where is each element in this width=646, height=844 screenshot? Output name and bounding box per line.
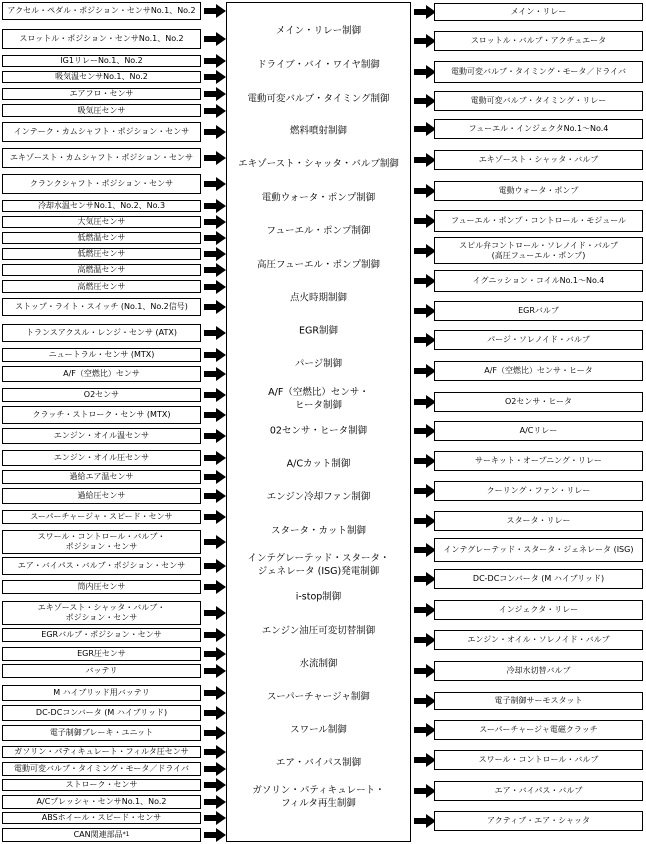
output-box xyxy=(434,720,643,740)
input-arrow-icon xyxy=(204,535,226,549)
output-label: フューエル・インジェクタNo.1〜No.4 xyxy=(468,124,609,133)
input-arrow-icon xyxy=(204,231,226,245)
input-label: ストローク・センサ xyxy=(65,780,138,789)
output-arrow-icon xyxy=(414,484,436,498)
input-box xyxy=(2,264,201,276)
output-box xyxy=(434,392,643,412)
output-label: スーパーチャージャ電磁クラッチ xyxy=(479,725,598,734)
input-label: EGR圧センサ xyxy=(77,649,126,658)
input-label: エンジン・オイル温センサ xyxy=(53,431,150,440)
input-arrow-icon xyxy=(204,70,226,84)
input-arrow-icon xyxy=(204,811,226,825)
output-arrow-icon xyxy=(414,543,436,557)
output-label: アクティブ・エア・シャッタ xyxy=(487,816,590,825)
input-label: 電子制御ブレーキ・ユニット xyxy=(49,728,154,737)
input-box xyxy=(2,470,201,484)
input-label: エキゾースト・シャッタ・バルブ・ ポジション・センサ xyxy=(37,603,166,622)
input-box xyxy=(2,530,201,554)
output-label: インテグレーテッド・スタータ・ジェネレータ (ISG) xyxy=(443,545,634,554)
input-label: ガソリン・パティキュレート・フィルタ圧センサ xyxy=(14,747,189,756)
control-function-label: 電動可変バルブ・タイミング制御 xyxy=(247,93,390,105)
output-label: クーリング・ファン・リレー xyxy=(486,486,591,495)
output-label: スピル弁コントロール・ソレノイド・バルブ (高圧フューエル・ポンプ) xyxy=(459,240,618,260)
output-arrow-icon xyxy=(414,753,436,767)
output-label: メイン・リレー xyxy=(510,7,567,16)
input-arrow-icon xyxy=(204,706,226,720)
input-label: クラッチ・ストローク・センサ (MTX) xyxy=(32,410,171,419)
input-arrow-icon xyxy=(204,795,226,809)
output-arrow-icon xyxy=(414,274,436,288)
input-label: アクセル・ペダル・ポジション・センサNo.1、No.2 xyxy=(7,6,196,15)
input-box xyxy=(2,55,201,67)
input-box xyxy=(2,628,201,642)
output-label: エンジン・オイル・ソレノイド・バルブ xyxy=(467,635,610,644)
input-arrow-icon xyxy=(204,451,226,465)
control-function-label: エキゾースト・シャッタ・バルブ制御 xyxy=(238,158,399,170)
output-box xyxy=(434,661,643,681)
input-box xyxy=(2,828,201,842)
input-box xyxy=(2,280,201,293)
input-arrow-icon xyxy=(204,664,226,678)
output-arrow-icon xyxy=(414,454,436,468)
control-function-label: スワール制御 xyxy=(290,724,347,736)
output-box xyxy=(434,750,643,770)
control-function-label: ドライブ・バイ・ワイヤ制御 xyxy=(257,59,380,71)
input-box xyxy=(2,510,201,524)
input-label: 吸気圧センサ xyxy=(77,105,126,115)
output-box xyxy=(434,781,643,801)
control-function-label: i-stop制御 xyxy=(295,591,342,603)
input-arrow-icon xyxy=(204,177,226,191)
input-label: M ハイブリッド用バッテリ xyxy=(53,688,150,697)
input-arrow-icon xyxy=(204,470,226,484)
input-arrow-icon xyxy=(204,762,226,776)
input-box xyxy=(2,298,201,316)
output-label: O2センサ・ヒータ xyxy=(504,397,573,406)
output-arrow-icon xyxy=(414,34,436,48)
input-label: O2センサ xyxy=(83,390,120,399)
input-arrow-icon xyxy=(204,510,226,524)
output-label: エキゾースト・シャッタ・バルブ xyxy=(478,155,599,164)
output-label: パージ・ソレノイド・バルブ xyxy=(487,335,590,344)
output-box xyxy=(434,330,643,350)
output-label: EGRバルブ xyxy=(518,306,559,315)
input-arrow-icon xyxy=(204,4,226,18)
output-label: A/Cリレー xyxy=(519,426,558,435)
input-label: ABSホイール・スピード・センサ xyxy=(41,813,162,822)
input-box xyxy=(2,580,201,594)
pcm-control-functions-box xyxy=(226,2,411,842)
control-function-label: パージ制御 xyxy=(294,358,343,370)
input-label: 過給エア温センサ xyxy=(69,472,134,481)
input-box xyxy=(2,348,201,362)
input-box xyxy=(2,71,201,83)
input-box xyxy=(2,705,201,721)
output-label: スロットル・バルブ・アクチュエータ xyxy=(470,36,607,45)
output-label: インジェクタ・リレー xyxy=(498,605,579,614)
output-arrow-icon xyxy=(414,723,436,737)
input-box xyxy=(2,148,201,168)
input-label: A/Cプレッシャ・センサNo.1、No.2 xyxy=(36,797,167,806)
output-label: DC-DCコンバータ (M ハイブリッド) xyxy=(472,574,605,583)
input-arrow-icon xyxy=(204,828,226,842)
output-box xyxy=(434,61,643,83)
output-box xyxy=(434,569,643,589)
control-function-label: EGR制御 xyxy=(299,325,338,337)
output-label: 電子制御サーモスタット xyxy=(494,696,583,705)
input-arrow-icon xyxy=(204,429,226,443)
input-arrow-icon xyxy=(204,215,226,229)
output-label: 電動可変バルブ・タイミング・モータ／ドライバ xyxy=(451,67,626,76)
input-arrow-icon xyxy=(204,559,226,573)
input-arrow-icon xyxy=(204,280,226,294)
output-box xyxy=(434,210,643,232)
input-label: バッテリ xyxy=(85,666,118,675)
control-function-label: エンジン冷却ファン制御 xyxy=(266,491,371,503)
input-label: ニュートラル・センサ (MTX) xyxy=(48,350,155,359)
output-box xyxy=(434,91,643,111)
output-box xyxy=(434,361,643,381)
output-label: スワール・コントロール・バルブ xyxy=(478,755,599,764)
input-arrow-icon xyxy=(204,726,226,740)
control-function-label: スーパーチャージャ制御 xyxy=(267,691,370,703)
input-label: DC-DCコンバータ (M ハイブリッド) xyxy=(35,708,168,717)
output-arrow-icon xyxy=(414,814,436,828)
input-box xyxy=(2,812,201,824)
input-box xyxy=(2,795,201,809)
output-arrow-icon xyxy=(414,424,436,438)
output-box xyxy=(434,237,643,264)
control-function-label: 02センサ・ヒータ制御 xyxy=(269,425,368,437)
input-arrow-icon xyxy=(204,32,226,46)
output-label: イグニッション・コイルNo.1〜No.4 xyxy=(472,276,605,285)
input-label: 過給圧センサ xyxy=(77,491,126,500)
input-arrow-icon xyxy=(204,125,226,139)
input-box xyxy=(2,232,201,244)
input-arrow-icon xyxy=(204,104,226,118)
control-function-label: ガソリン・パティキュレート・ フィルタ再生制御 xyxy=(252,785,385,809)
input-label: 低燃温センサ xyxy=(77,233,126,242)
output-box xyxy=(434,181,643,201)
output-box xyxy=(434,421,643,441)
input-arrow-icon xyxy=(204,326,226,340)
input-arrow-icon xyxy=(204,199,226,213)
control-function-label: A/F（空燃比）センサ・ ヒータ制御 xyxy=(268,387,369,411)
output-box xyxy=(434,630,643,650)
input-arrow-icon xyxy=(204,647,226,661)
input-arrow-icon xyxy=(204,408,226,422)
control-function-label: 高圧フューエル・ポンプ制御 xyxy=(256,259,381,271)
input-label: エアフロ・センサ xyxy=(69,89,134,98)
output-label: エア・バイパス・バルブ xyxy=(494,786,583,795)
output-box xyxy=(434,692,643,710)
output-arrow-icon xyxy=(414,122,436,136)
input-box xyxy=(2,388,201,402)
control-function-label: インテグレーテッド・スタータ・ ジェネレータ (ISG)発電制御 xyxy=(247,553,390,577)
output-arrow-icon xyxy=(414,333,436,347)
control-function-label: 電動ウォータ・ポンプ制御 xyxy=(261,192,376,204)
input-arrow-icon xyxy=(204,367,226,381)
output-label: A/F（空燃比）センサ・ヒータ xyxy=(484,366,593,375)
input-label: 電動可変バルブ・タイミング・モータ／ドライバ xyxy=(14,764,189,773)
output-label: フューエル・ポンプ・コントロール・モジュール xyxy=(450,216,627,225)
input-label: スーパーチャージャ・スピード・センサ xyxy=(30,512,173,521)
input-box xyxy=(2,104,201,117)
input-label: 低燃圧センサ xyxy=(77,249,126,258)
input-arrow-icon xyxy=(204,388,226,402)
input-label: エア・バイパス・バルブ・ポジション・センサ xyxy=(17,561,186,570)
input-box xyxy=(2,428,201,444)
input-box xyxy=(2,366,201,382)
input-box xyxy=(2,406,201,424)
input-box xyxy=(2,685,201,701)
input-box xyxy=(2,324,201,342)
input-box xyxy=(2,779,201,791)
control-function-label: フューエル・ポンプ制御 xyxy=(266,225,371,237)
output-arrow-icon xyxy=(414,94,436,108)
output-arrow-icon xyxy=(414,364,436,378)
input-label: トランスアクスル・レンジ・センサ (ATX) xyxy=(25,328,178,337)
input-box xyxy=(2,647,201,661)
input-arrow-icon xyxy=(204,745,226,759)
input-arrow-icon xyxy=(204,628,226,642)
input-arrow-icon xyxy=(204,300,226,314)
input-box xyxy=(2,450,201,466)
input-label: ストップ・ライト・スイッチ (No.1、No.2信号) xyxy=(15,302,188,311)
input-box xyxy=(2,88,201,100)
control-function-label: 燃料噴射制御 xyxy=(289,125,347,137)
output-box xyxy=(434,600,643,620)
input-label: 大気圧センサ xyxy=(77,217,126,226)
input-label: 高燃温センサ xyxy=(77,265,126,274)
input-arrow-icon xyxy=(204,606,226,620)
output-box xyxy=(434,31,643,51)
output-box xyxy=(434,451,643,471)
output-arrow-icon xyxy=(414,514,436,528)
control-function-label: メイン・リレー制御 xyxy=(275,25,362,37)
input-label: 筒内圧センサ xyxy=(77,582,126,591)
output-label: スタータ・リレー xyxy=(506,516,571,525)
output-box xyxy=(434,481,643,501)
control-function-label: スタータ・カット制御 xyxy=(271,525,366,537)
input-box xyxy=(2,248,201,260)
input-arrow-icon xyxy=(204,778,226,792)
control-function-label: エンジン油圧可変切替制御 xyxy=(261,625,376,637)
footnote-mark: *1 xyxy=(122,831,130,838)
input-box xyxy=(2,216,201,228)
control-function-label: A/Cカット制御 xyxy=(286,458,351,470)
input-label: 高燃圧センサ xyxy=(77,281,126,291)
input-arrow-icon xyxy=(204,686,226,700)
input-label: 吸気温センサNo.1、No.2 xyxy=(55,72,148,81)
input-label: スロットル・ポジション・センサNo.1、No.2 xyxy=(19,34,184,43)
input-label: エンジン・オイル圧センサ xyxy=(53,453,150,462)
output-label: 電動可変バルブ・タイミング・リレー xyxy=(470,96,607,105)
output-arrow-icon xyxy=(414,244,436,258)
output-arrow-icon xyxy=(414,184,436,198)
input-arrow-icon xyxy=(204,151,226,165)
input-arrow-icon xyxy=(204,348,226,362)
input-label: エキゾースト・カムシャフト・ポジション・センサ xyxy=(9,153,194,162)
output-box xyxy=(434,150,643,170)
output-arrow-icon xyxy=(414,572,436,586)
input-arrow-icon xyxy=(204,489,226,503)
output-arrow-icon xyxy=(414,784,436,798)
input-arrow-icon xyxy=(204,263,226,277)
output-arrow-icon xyxy=(414,694,436,708)
output-box xyxy=(434,301,643,321)
input-box xyxy=(2,29,201,49)
output-arrow-icon xyxy=(414,5,436,19)
output-box xyxy=(434,538,643,562)
input-label: IG1リレーNo.1、No.2 xyxy=(60,56,143,65)
output-arrow-icon xyxy=(414,395,436,409)
input-box xyxy=(2,762,201,776)
input-box xyxy=(2,2,201,20)
input-box xyxy=(2,557,201,575)
input-box xyxy=(2,200,201,212)
input-label: クランクシャフト・ポジション・センサ xyxy=(29,179,174,188)
output-label: 電動ウォータ・ポンプ xyxy=(498,186,579,195)
input-label: インテーク・カムシャフト・ポジション・センサ xyxy=(13,127,190,136)
input-label: CAN関連部品 xyxy=(73,830,123,839)
output-box xyxy=(434,511,643,531)
output-arrow-icon xyxy=(414,603,436,617)
input-arrow-icon xyxy=(204,247,226,261)
input-label: 冷却水温センサNo.1、No.2、No.3 xyxy=(37,201,166,210)
control-function-label: 点火時期制御 xyxy=(289,292,347,304)
output-label: サーキット・オープニング・リレー xyxy=(475,456,602,465)
output-arrow-icon xyxy=(414,664,436,678)
input-arrow-icon xyxy=(204,87,226,101)
input-box xyxy=(2,174,201,194)
input-arrow-icon xyxy=(204,580,226,594)
input-label: EGRバルブ・ポジション・センサ xyxy=(41,630,162,639)
output-box xyxy=(434,811,643,831)
output-arrow-icon xyxy=(414,153,436,167)
output-label: 冷却水切替バルブ xyxy=(506,666,571,675)
input-label: スワール・コントロール・バルブ・ ポジション・センサ xyxy=(37,532,166,551)
control-function-label: エア・バイパス制御 xyxy=(275,757,362,769)
input-box xyxy=(2,664,201,678)
input-box xyxy=(2,601,201,625)
control-function-label: 水流制御 xyxy=(299,658,338,670)
output-arrow-icon xyxy=(414,65,436,79)
input-label: A/F（空燃比）センサ xyxy=(63,369,140,378)
input-arrow-icon xyxy=(204,54,226,68)
input-box xyxy=(2,488,201,504)
input-box xyxy=(2,122,201,142)
output-arrow-icon xyxy=(414,214,436,228)
output-box xyxy=(434,3,643,21)
output-arrow-icon xyxy=(414,633,436,647)
output-arrow-icon xyxy=(414,304,436,318)
output-box xyxy=(434,270,643,292)
input-box xyxy=(2,725,201,741)
input-box xyxy=(2,746,201,758)
output-box xyxy=(434,119,643,139)
